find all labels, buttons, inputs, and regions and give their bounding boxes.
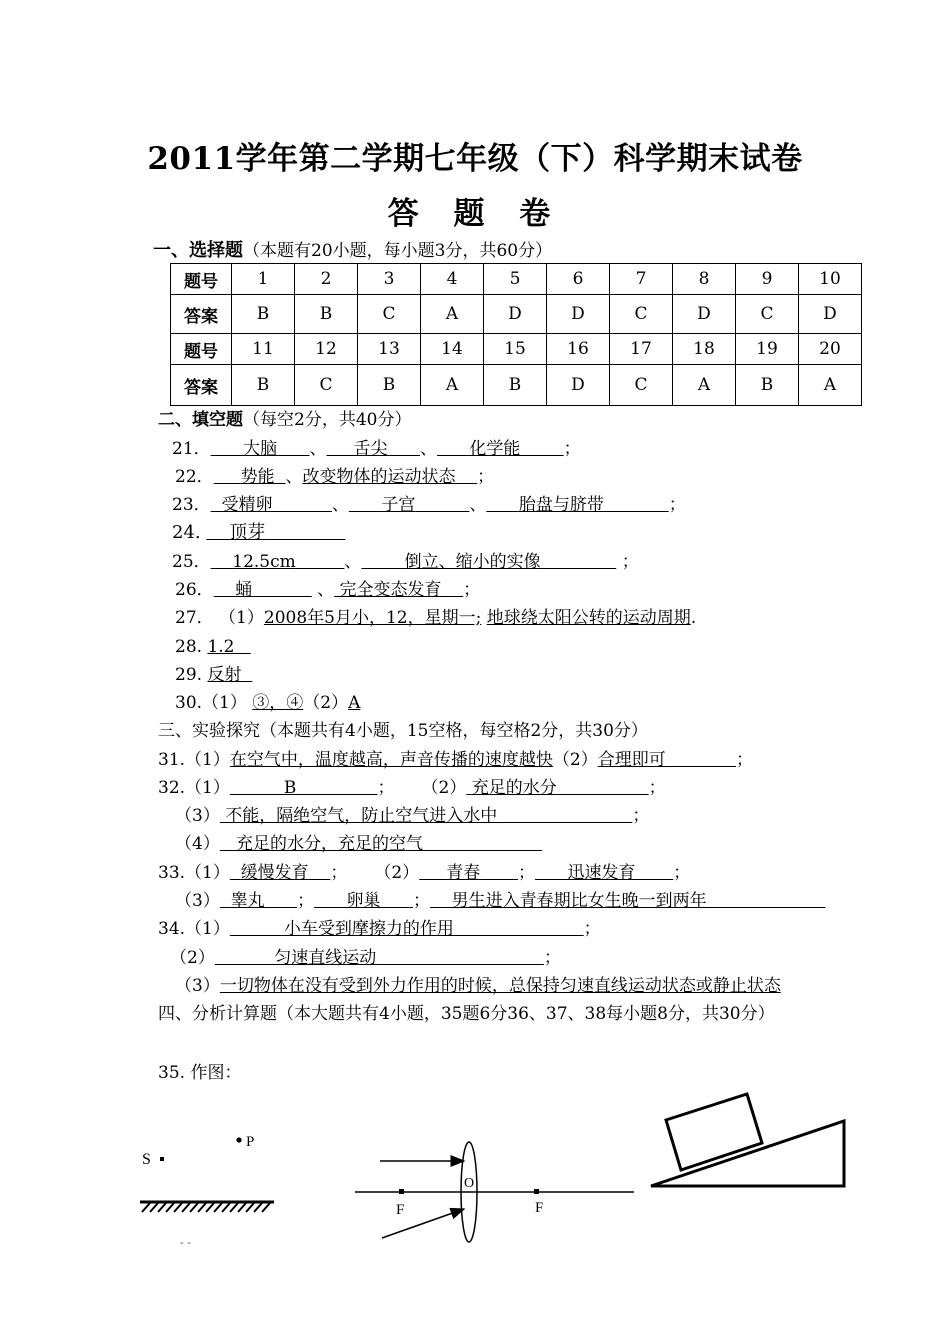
answer-table: [170, 263, 862, 406]
table-cell: 2: [295, 264, 358, 295]
point-s-label: S: [142, 1151, 151, 1168]
section4-heading: 四、分析计算题（本大题共有4小题，35题6分36、37、38每小题8分，共30分）: [158, 1004, 775, 1024]
table-cell: 8: [673, 264, 736, 295]
table-cell: 1: [232, 264, 295, 295]
incline-figure: [645, 1088, 855, 1198]
table-cell: D: [484, 295, 547, 334]
block: [666, 1094, 762, 1170]
table-cell: 18: [673, 334, 736, 365]
point-p-label: P: [246, 1134, 255, 1150]
focus-left-label: F: [396, 1202, 405, 1218]
question-23: 23． 受精卵 、 子宫 、 胎盘与脐带 ；: [172, 495, 686, 515]
table-cell: 3: [358, 264, 421, 295]
question-35: 35. 作图：: [158, 1063, 242, 1083]
question-29: 29. 反射: [175, 665, 242, 685]
table-cell: C: [358, 295, 421, 334]
optical-center-label: O: [464, 1176, 475, 1191]
focus-right-label: F: [535, 1200, 544, 1216]
table-cell: A: [421, 295, 484, 334]
row-label: 答案: [171, 295, 232, 334]
table-cell: 6: [547, 264, 610, 295]
table-cell: 7: [610, 264, 673, 295]
table-cell: 15: [484, 334, 547, 365]
table-cell: C: [610, 295, 673, 334]
question-21: 21． 大脑 、 舌尖 、 化学能 ；: [172, 439, 581, 459]
table-cell: D: [547, 365, 610, 406]
table-cell: 11: [232, 334, 295, 365]
table-cell: D: [547, 295, 610, 334]
mirror-hatch: [142, 1203, 270, 1212]
question-34-line2: （2） 匀速直线运动 ；: [170, 948, 561, 968]
question-34-line3: （3）一切物体在没有受到外力作用的时候，总保持匀速直线运动状态或静止状态: [175, 976, 781, 996]
table-cell: C: [610, 365, 673, 406]
question-26: 26． 蛹 、 完全变态发育 ；: [175, 580, 481, 600]
table-cell: B: [358, 365, 421, 406]
cut-off-mark: - -: [180, 1236, 191, 1249]
question-32-line1: 32.（1） B ； （2） 充足的水分 ；: [158, 778, 666, 798]
incident-ray-through-focus: [382, 1209, 464, 1238]
table-cell: 10: [799, 264, 862, 295]
focus-left-dot: [399, 1189, 404, 1194]
incline-ramp: [651, 1121, 844, 1186]
table-cell: 16: [547, 334, 610, 365]
question-31: 31.（1）在空气中，温度越高，声音传播的速度越快（2）合理即可 ；: [158, 750, 753, 770]
page-subtitle: 答 题 卷: [387, 196, 563, 232]
table-cell: C: [736, 295, 799, 334]
focus-right-dot: [534, 1189, 539, 1194]
question-25: 25． 12.5cm 、 倒立、缩小的实像 ；: [172, 552, 639, 572]
question-30: 30.（1） ③，④（2）A: [175, 693, 361, 713]
table-cell: 20: [799, 334, 862, 365]
table-row: [171, 365, 862, 406]
table-cell: D: [673, 295, 736, 334]
page-title: 2011学年第二学期七年级（下）科学期末试卷: [147, 141, 803, 177]
table-cell: 14: [421, 334, 484, 365]
question-34-line1: 34.（1） 小车受到摩擦力的作用 ；: [158, 919, 601, 939]
table-cell: A: [799, 365, 862, 406]
question-32-line2: （3） 不能，隔绝空气，防止空气进入水中 ；: [175, 806, 650, 826]
table-cell: 4: [421, 264, 484, 295]
question-32-line3: （4） 充足的水分，充足的空气: [175, 834, 424, 854]
table-cell: 17: [610, 334, 673, 365]
row-label: 题号: [171, 264, 232, 295]
lens-figure: [350, 1135, 640, 1245]
table-cell: B: [232, 365, 295, 406]
question-22: 22． 势能 、改变物体的运动状态 ；: [175, 467, 495, 487]
section2-heading: 二、填空题（每空2分，共40分）: [158, 410, 412, 430]
section1-heading: 一、选择题（本题有20小题，每小题3分，共60分）: [153, 240, 553, 261]
row-label: 答案: [171, 365, 232, 406]
table-cell: B: [295, 295, 358, 334]
table-cell: 5: [484, 264, 547, 295]
table-cell: 12: [295, 334, 358, 365]
table-cell: D: [799, 295, 862, 334]
table-cell: A: [421, 365, 484, 406]
question-24: 24. 顶芽: [172, 522, 266, 543]
section3-heading: 三、实验探究（本题共有4小题，15空格，每空格2分，共30分）: [158, 721, 648, 741]
point-s-dot: [160, 1157, 164, 1161]
table-cell: B: [484, 365, 547, 406]
table-cell: B: [232, 295, 295, 334]
table-row: [171, 295, 862, 334]
table-row: [171, 334, 862, 365]
mirror-figure: [130, 1120, 300, 1249]
table-cell: A: [673, 365, 736, 406]
table-row: [171, 264, 862, 295]
question-27: 27． （1）2008年5月小，12，星期一; 地球绕太阳公转的运动周期.: [175, 608, 697, 628]
question-33-line1: 33.（1） 缓慢发育 ； （2） 青春 ； 迅速发育 ；: [158, 863, 691, 883]
table-cell: 13: [358, 334, 421, 365]
question-33-line2: （3） 睾丸 ； 卵巢 ； 男生进入青春期比女生晚一到两年: [175, 891, 707, 911]
table-cell: C: [295, 365, 358, 406]
point-p-dot: [236, 1137, 241, 1142]
table-cell: B: [736, 365, 799, 406]
table-cell: 9: [736, 264, 799, 295]
row-label: 题号: [171, 334, 232, 365]
table-cell: 19: [736, 334, 799, 365]
question-28: 28. 1.2: [175, 637, 235, 657]
